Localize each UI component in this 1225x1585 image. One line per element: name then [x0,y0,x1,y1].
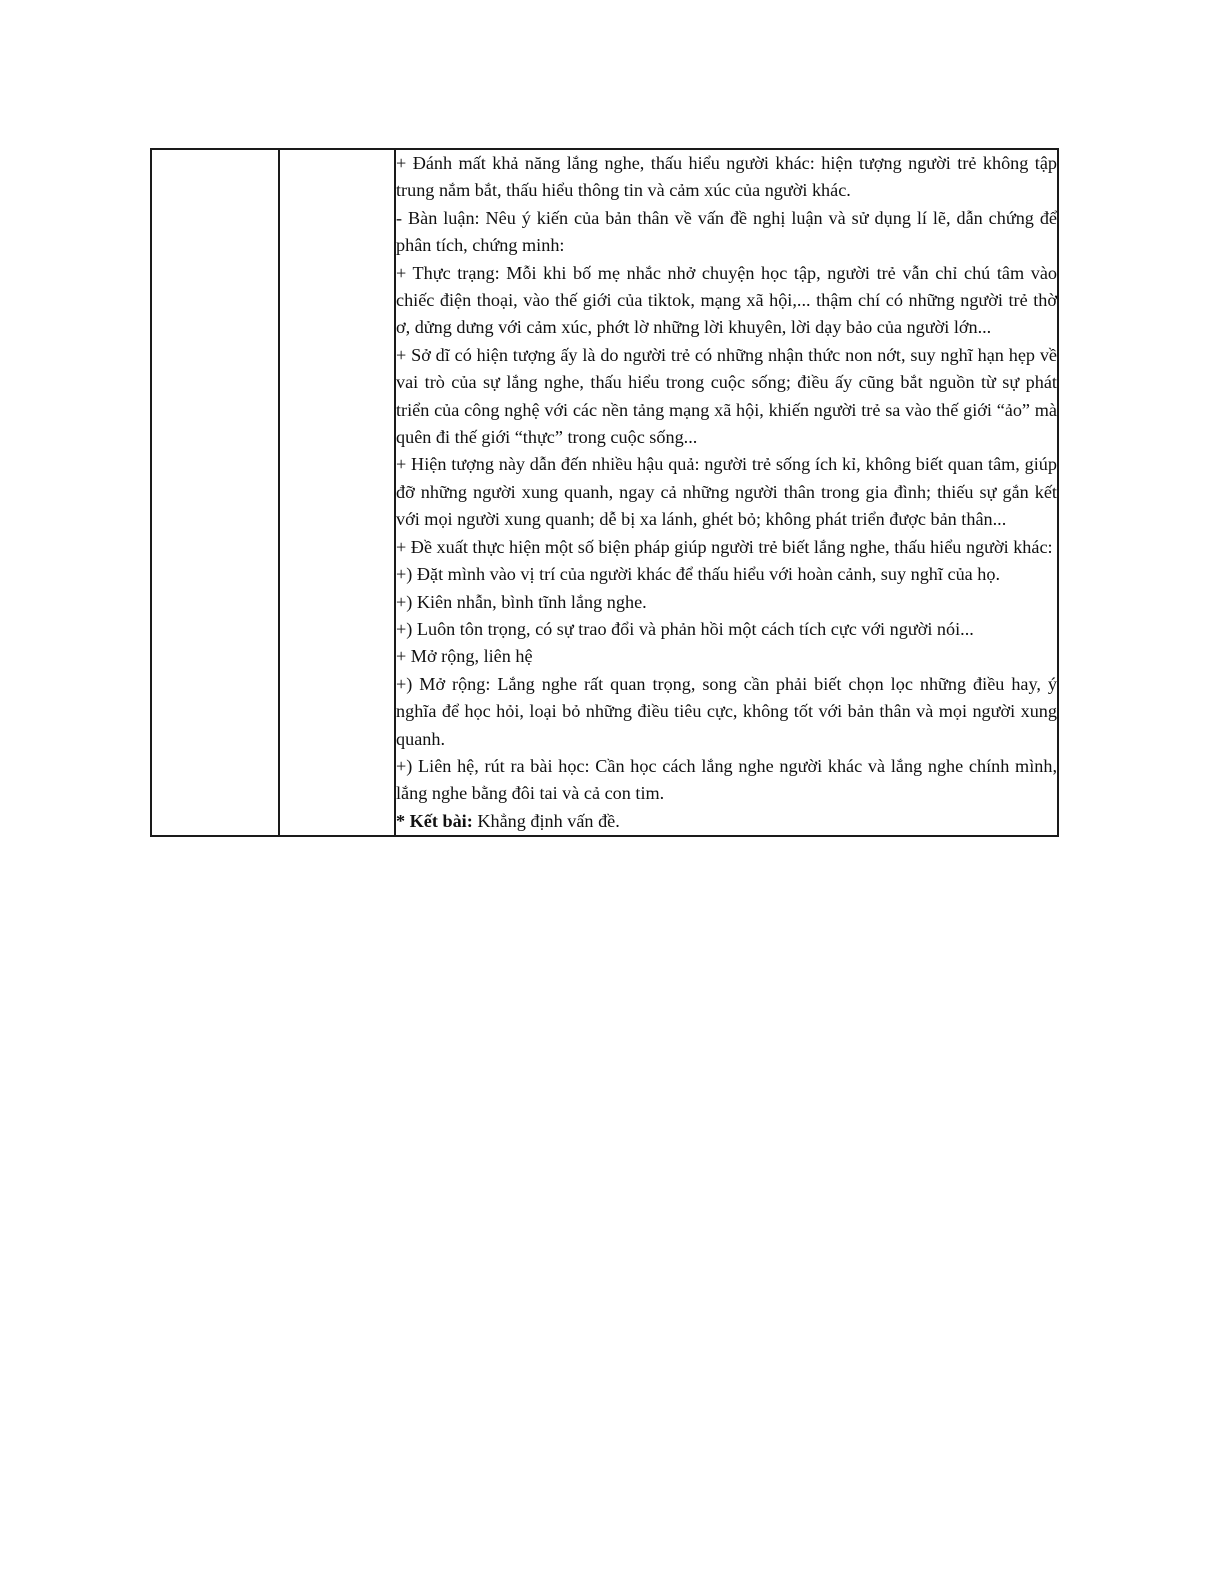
paragraph: + Đề xuất thực hiện một số biện pháp giúp người trẻ biết lắng nghe, thấu hiểu người khác: [396,536,1053,557]
paragraph: + Sở dĩ có hiện tượng ấy là do người trẻ có những nhận thức non nớt, suy nghĩ hạn hẹp về vai trò của sự lắng nghe, thấu hiểu trong cuộc sống; điều ấy cũng bắt nguồn từ sự phát triển của công nghệ với các nền tảng mạng xã hội, khiến người trẻ sa vào thế giới “ảo” mà quên đi thế giới “thực” trong cuộc sống... [396,344,1057,448]
conclusion-paragraph [396,808,1057,835]
conclusion-label: * Kết bài: [396,810,473,831]
paragraph: - Bàn luận: Nêu ý kiến của bản thân về vấn đề nghị luận và sử dụng lí lẽ, dẫn chứng để phân tích, chứng minh: [396,207,1057,256]
paragraph: + Thực trạng: Mỗi khi bố mẹ nhắc nhở chuyện học tập, người trẻ vẫn chỉ chú tâm vào chiếc điện thoại, vào thế giới của tiktok, mạng xã hội,... thậm chí có những người trẻ thờ ơ, dửng dưng với cảm xúc, phớt lờ những lời khuyên, lời dạy bảo của người lớn... [396,262,1057,338]
paragraph: +) Kiên nhẫn, bình tĩnh lắng nghe. [396,591,647,612]
paragraph: +) Liên hệ, rút ra bài học: Cần học cách lắng nghe người khác và lắng nghe chính mình, lắng nghe bằng đôi tai và cả con tim. [396,755,1057,804]
guidance-text [396,150,1057,835]
table-cell-guidance [395,149,1058,836]
answer-table [150,148,1059,837]
conclusion-text: Khẳng định vấn đề. [472,810,620,831]
table-cell-content [279,149,395,836]
table-row [151,149,1058,836]
paragraph: +) Đặt mình vào vị trí của người khác để thấu hiểu với hoàn cảnh, suy nghĩ của họ. [396,564,1001,585]
paragraph: + Mở rộng, liên hệ [396,646,533,667]
table-cell-part [151,149,279,836]
paragraph: + Đánh mất khả năng lắng nghe, thấu hiểu người khác: hiện tượng người trẻ không tập trung nắm bắt, thấu hiểu thông tin và cảm xúc của người khác. [396,153,1057,201]
paragraph: +) Luôn tôn trọng, có sự trao đổi và phản hồi một cách tích cực với người nói... [396,618,974,639]
paragraph: + Hiện tượng này dẫn đến nhiều hậu quả: người trẻ sống ích kỉ, không biết quan tâm, giúp đỡ những người xung quanh, ngay cả những người thân trong gia đình; thiếu sự gắn kết với mọi người xung quanh; dễ bị xa lánh, ghét bỏ; không phát triển được bản thân... [396,454,1057,530]
paragraph: +) Mở rộng: Lắng nghe rất quan trọng, song cần phải biết chọn lọc những điều hay, ý nghĩa để học hỏi, loại bỏ những điều tiêu cực, không tốt với bản thân và mọi người xung quanh. [396,673,1057,749]
